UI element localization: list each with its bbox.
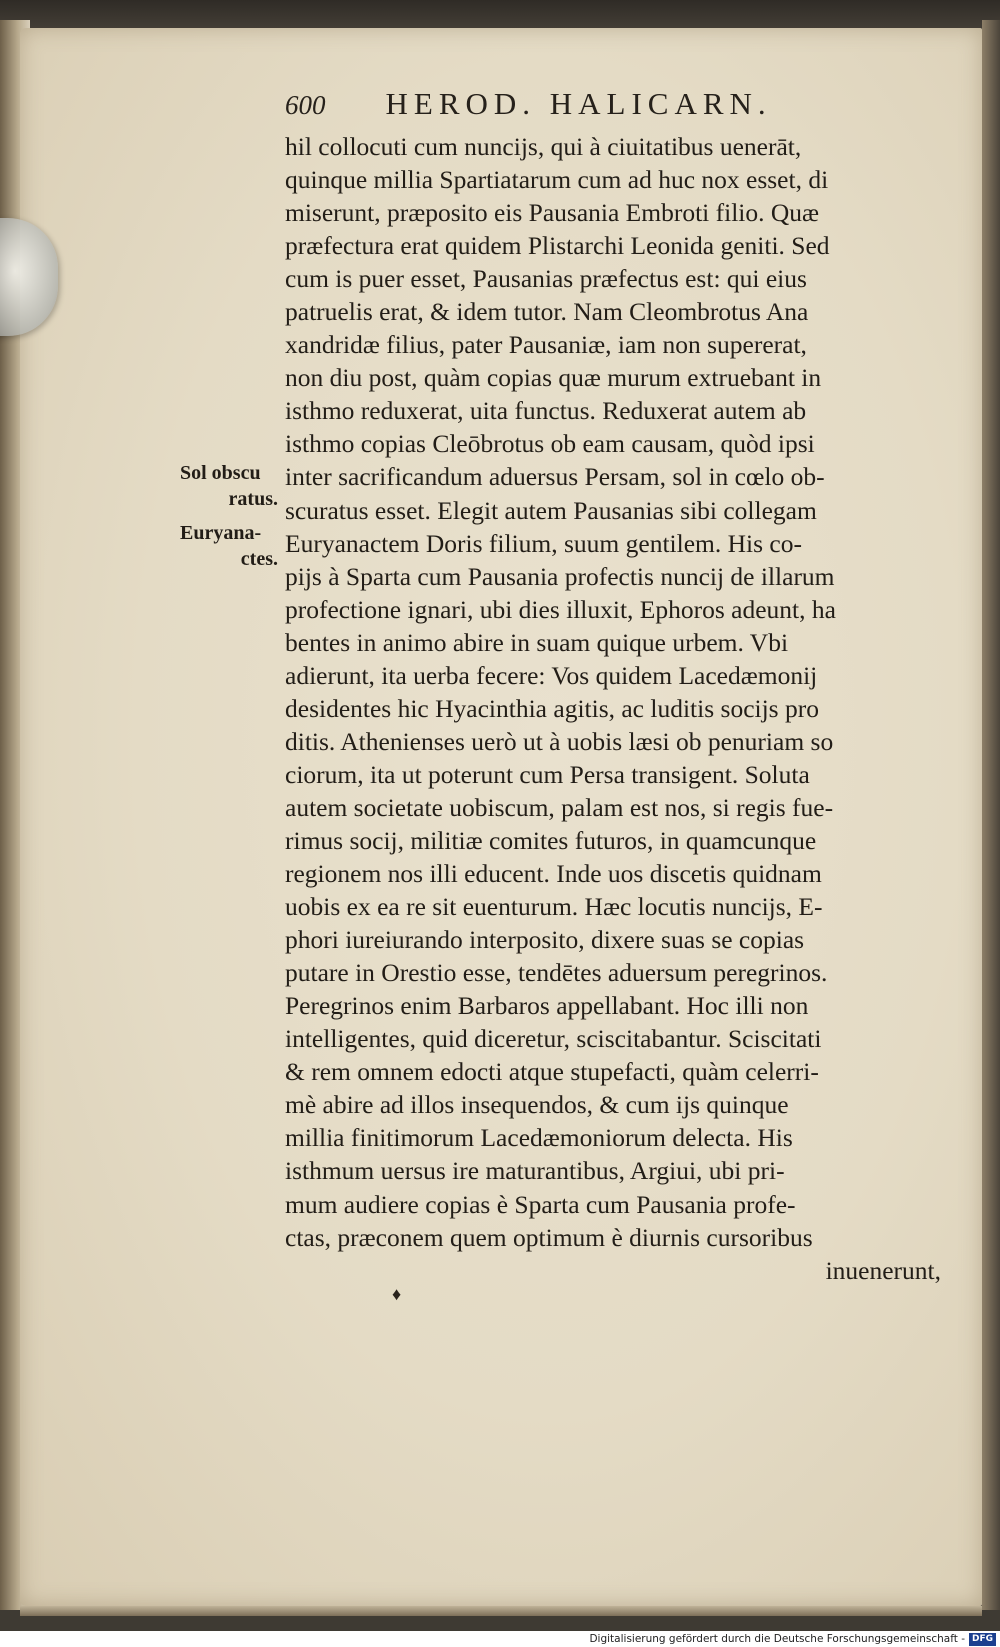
footer-bar	[0, 1631, 1000, 1647]
text-line: Euryanactem Doris filium, suum gentilem. His co-	[285, 528, 802, 558]
text-line: & rem omnem edocti atque stupefacti, quàm celerri-	[285, 1057, 819, 1087]
text-line: putare in Orestio esse, tendētes aduersum peregrinos.	[285, 958, 828, 988]
marginal-note-line: ratus.	[228, 488, 278, 510]
text-line: scuratus esset. Elegit autem Pausanias sibi collegam	[285, 495, 817, 525]
text-line: profectione ignari, ubi dies illuxit, Ephoros adeunt, ha	[285, 594, 836, 624]
text-line: hil collocuti cum nuncijs, qui à ciuitatibus uenerāt,	[285, 132, 802, 161]
text-line: patruelis erat, & idem tutor. Nam Cleombrotus Ana	[285, 297, 809, 327]
body-text	[285, 130, 945, 1287]
text-line: Peregrinos enim Barbaros appellabant. Hoc illi non	[285, 991, 809, 1021]
text-line: isthmum uersus ire maturantibus, Argiui, ubi pri-	[285, 1156, 785, 1186]
text-line: ciorum, ita ut poterunt cum Persa transigent. Soluta	[285, 759, 810, 789]
marginal-note-line: Sol obscu	[180, 462, 261, 484]
footer-credit: Digitalisierung gefördert durch die Deutsche Forschungsgemeinschaft -	[589, 1633, 965, 1645]
text-line: mum audiere copias è Sparta cum Pausania profe-	[285, 1189, 796, 1219]
text-line: millia finitimorum Lacedæmoniorum delecta. His	[285, 1123, 793, 1153]
text-line: miserunt, præposito eis Pausania Embroti filio. Quæ	[285, 198, 820, 228]
book-edge-bottom	[20, 1606, 982, 1616]
marginal-note-eclipse	[180, 460, 284, 512]
page-number: 600	[285, 90, 326, 120]
marginal-note-euryanactes	[180, 520, 284, 572]
text-line: adierunt, ita uerba fecere: Vos quidem Lacedæmonij	[285, 660, 818, 690]
text-line: mè abire ad illos insequendos, & cum ijs quinque	[285, 1090, 789, 1120]
text-line: ctas, præconem quem optimum è diurnis cursoribus	[285, 1222, 813, 1252]
text-line: inter sacrificandum aduersus Persam, sol in cœlo ob-	[285, 462, 825, 492]
text-line: phori iureiurando interposito, dixere suas se copias	[285, 925, 805, 955]
text-line: intelligentes, quid diceretur, sciscitabantur. Sciscitati	[285, 1024, 822, 1054]
text-line: isthmo reduxerat, uita functus. Reduxerat autem ab	[285, 396, 807, 426]
text-line: xandridæ filius, pater Pausaniæ, iam non supererat,	[285, 330, 807, 360]
marginal-note-line: ctes.	[240, 548, 278, 570]
text-line: rimus socij, militiæ comites futuros, in quamcunque	[285, 825, 817, 855]
text-line: pijs à Sparta cum Pausania profectis nuncij de illarum	[285, 561, 835, 591]
text-line: non diu post, quàm copias quæ murum extruebant in	[285, 363, 822, 393]
text-line: cum is puer esset, Pausanias præfectus est: qui eius	[285, 264, 807, 294]
text-line: uobis ex ea re sit euenturum. Hæc locutis nuncijs, E-	[285, 892, 823, 922]
text-line: desidentes hic Hyacinthia agitis, ac luditis socijs pro	[285, 693, 819, 723]
dfg-logo: DFG	[969, 1633, 996, 1646]
text-line: autem societate uobiscum, palam est nos, si regis fue-	[285, 792, 834, 822]
leaf-ornament: ♦	[392, 1284, 402, 1304]
text-line: ditis. Athenienses uerò ut à uobis læsi ob penuriam so	[285, 726, 834, 756]
text-line: præfectura erat quidem Plistarchi Leonida geniti. Sed	[285, 231, 830, 261]
text-line: quinque millia Spartiatarum cum ad huc nox esset, di	[285, 165, 829, 195]
running-title: HEROD. HALICARN.	[385, 86, 772, 121]
running-head	[285, 86, 855, 130]
text-line: bentes in animo abire in suam quique urbem. Vbi	[285, 627, 789, 657]
text-line: regionem nos illi educent. Inde uos discetis quidnam	[285, 859, 822, 889]
text-line: isthmo copias Cleōbrotus ob eam causam, quòd ipsi	[285, 429, 815, 459]
book-edge-right	[982, 20, 1000, 1610]
catchword: inuenerunt,	[825, 1255, 941, 1285]
marginal-note-line: Euryana-	[180, 522, 262, 544]
